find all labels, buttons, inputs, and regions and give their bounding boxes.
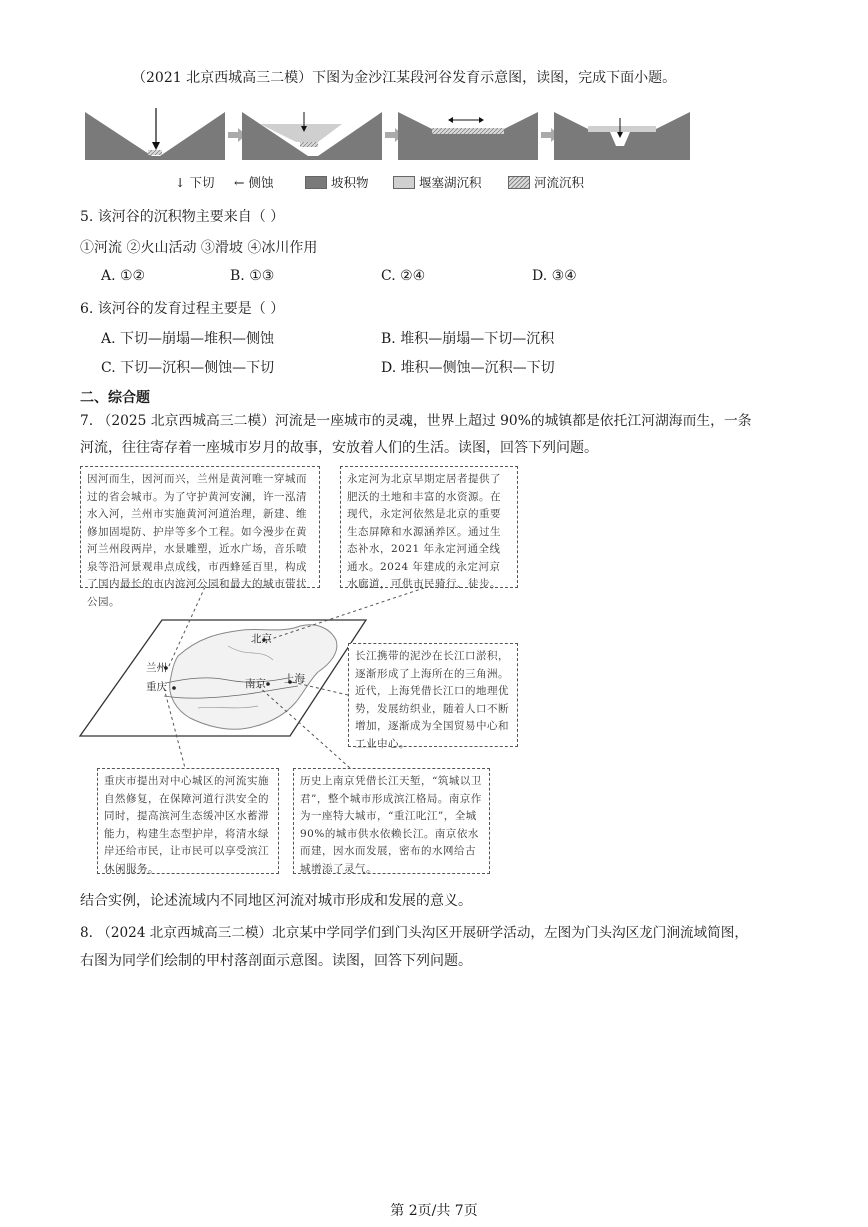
q5-option-d[interactable]: D. ③④: [532, 268, 577, 284]
map-label-nanjing: 南京: [245, 678, 266, 690]
q5-stem: 5. 该河谷的沉积物主要来自（ ）: [80, 209, 285, 225]
map-label-shanghai: 上海: [284, 673, 305, 685]
legend-slope: 坡积物: [305, 173, 369, 191]
note-beijing: 永定河为北京早期定居者提供了肥沃的土地和丰富的水资源。在现代，永定河依然是北京的重要生态屏障和水源涵养区。通过生态补水，2021 年永定河通全线通水。2024 年建成的永定河京水廊道，可供市民骑行、徒步。: [340, 466, 518, 588]
q7-question: 结合实例，论述流域内不同地区河流对城市形成和发展的意义。: [80, 893, 472, 909]
q7-stem-line2: 河流，往往寄存着一座城市岁月的故事，安放着人们的生活。读图，回答下列问题。: [80, 440, 598, 456]
q6-option-b[interactable]: B. 堆积—崩塌—下切—沉积: [381, 331, 555, 347]
map-label-lanzhou: 兰州: [146, 662, 167, 674]
note-shanghai: 长江携带的泥沙在长江口淤积，逐渐形成了上海所在的三角洲。近代，上海凭借长江口的地理优势，发展纺织业，随着人口不断增加，逐渐成为全国贸易中心和工业中心。: [348, 643, 518, 747]
q7-stem-line1: 7. （2025 北京西城高三二模）河流是一座城市的灵魂，世界上超过 90%的城镇都是依托江河湖海而生，一条: [80, 413, 752, 429]
q5-items: ①河流 ②火山活动 ③滑坡 ④冰川作用: [80, 240, 318, 256]
legend-river: 河流沉积: [508, 173, 584, 191]
legend-lateral: ← 侧蚀: [234, 174, 274, 190]
q6-option-a[interactable]: A. 下切—崩塌—堆积—侧蚀: [101, 331, 275, 347]
down-arrow-icon: ↓: [175, 174, 186, 190]
q8-stem-line1: 8. （2024 北京西城高三二模）北京某中学同学们到门头沟区开展研学活动，左图为门头沟区龙门涧流域简图，: [80, 925, 748, 941]
q6-stem: 6. 该河谷的发育过程主要是（ ）: [80, 301, 285, 317]
map-label-beijing: 北京: [251, 633, 272, 645]
note-lanzhou: 因河而生，因河而兴，兰州是黄河唯一穿城而过的省会城市。为了守护黄河安澜，许一泓清水入河，兰州市实施黄河河道治理，新建、维修加固堤防、护岸等多个工程。如今漫步在黄河兰州段两岸，水景雕塑，近水广场，音乐喷泉等沿河景观串点成线，市西蜂延百里，构成了国内最长的市内滨河公园和最大的城市带状公园。: [80, 466, 320, 588]
legend-downcut: ↓ 下切: [175, 174, 215, 190]
q6-option-d[interactable]: D. 堆积—侧蚀—沉积—下切: [381, 360, 555, 376]
section-heading: 二、综合题: [80, 390, 150, 406]
left-arrow-icon: ←: [234, 174, 245, 190]
q8-stem-line2: 右图为同学们绘制的甲村落剖面示意图。读图，回答下列问题。: [80, 953, 472, 969]
page-footer: 第 2页/共 7页: [390, 1203, 478, 1219]
note-nanjing: 历史上南京凭借长江天堑，“筑城以卫君”，整个城市形成滨江格局。南京作为一座特大城市，“重江叱江”，全城 90%的城市供水依赖长江。南京依水而建，因水而发展，密布的水网给古城增添了灵气。: [293, 768, 490, 874]
q5-option-b[interactable]: B. ①③: [230, 268, 275, 284]
legend-lake: 堰塞湖沉积: [393, 173, 482, 191]
map-label-chongqing: 重庆: [146, 681, 167, 693]
q5-option-a[interactable]: A. ①②: [101, 268, 146, 284]
question-intro: （2021 北京西城高三二模）下图为金沙江某段河谷发育示意图，读图，完成下面小题。: [132, 70, 677, 86]
q6-option-c[interactable]: C. 下切—沉积—侧蚀—下切: [101, 360, 275, 376]
note-chongqing: 重庆市提出对中心城区的河流实施自然修复，在保障河道行洪安全的同时，提高滨河生态缓冲区水蓄滞能力，构建生态型护岸，将清水绿岸还给市民，让市民可以享受滨江休闲服务。: [97, 768, 279, 874]
q5-option-c[interactable]: C. ②④: [381, 268, 426, 284]
